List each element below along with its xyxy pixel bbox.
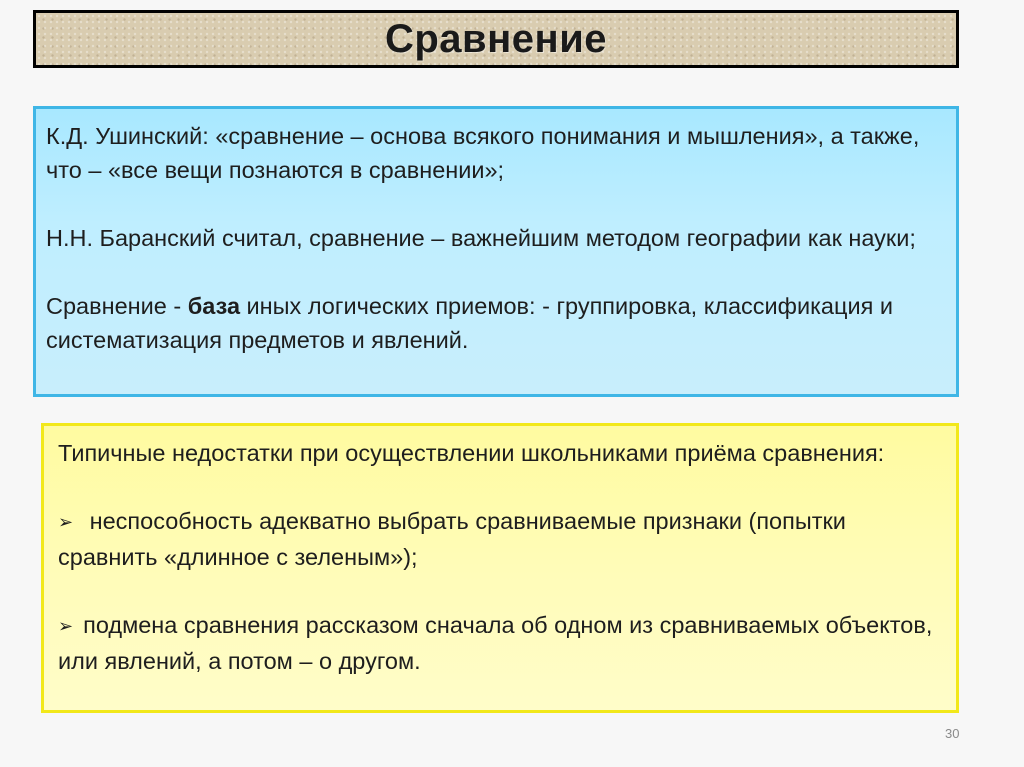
- ushinsky-quote: К.Д. Ушинский: «сравнение – основа всякого понимания и мышления», а также, что – «все вещи познаются в сравнении»;: [46, 123, 920, 183]
- arrow-bullet-icon: ➢: [58, 616, 74, 637]
- shortcoming-item-1-text: неспособность адекватно выбрать сравниваемые признаки (попытки сравнить «длинное с зеленым»);: [58, 508, 846, 570]
- comparison-base-bold: база: [187, 293, 241, 319]
- shortcoming-item-1: [58, 504, 942, 574]
- page-number: 30: [945, 726, 960, 741]
- arrow-bullet-icon: ➢: [58, 512, 74, 533]
- shortcoming-item-2-text: подмена сравнения рассказом сначала об одном из сравниваемых объектов, или явлений, а потом – о другом.: [58, 612, 933, 674]
- title-banner: [33, 10, 959, 68]
- slide-title: Сравнение: [384, 16, 608, 61]
- shortcoming-item-2: [58, 608, 942, 678]
- shortcomings-intro: Типичные недостатки при осуществлении школьниками приёма сравнения:: [58, 440, 885, 466]
- comparison-base-text-end: иных логических приемов: - группировка, классификация и систематизация предметов и явлений.: [46, 293, 893, 353]
- comparison-base-text-start: Сравнение -: [46, 293, 188, 319]
- baransky-quote: Н.Н. Баранский считал, сравнение – важнейшим методом географии как науки;: [46, 225, 916, 251]
- shortcomings-box: [41, 423, 959, 713]
- comparison-base-paragraph: [46, 289, 942, 357]
- quotes-box: [33, 106, 959, 397]
